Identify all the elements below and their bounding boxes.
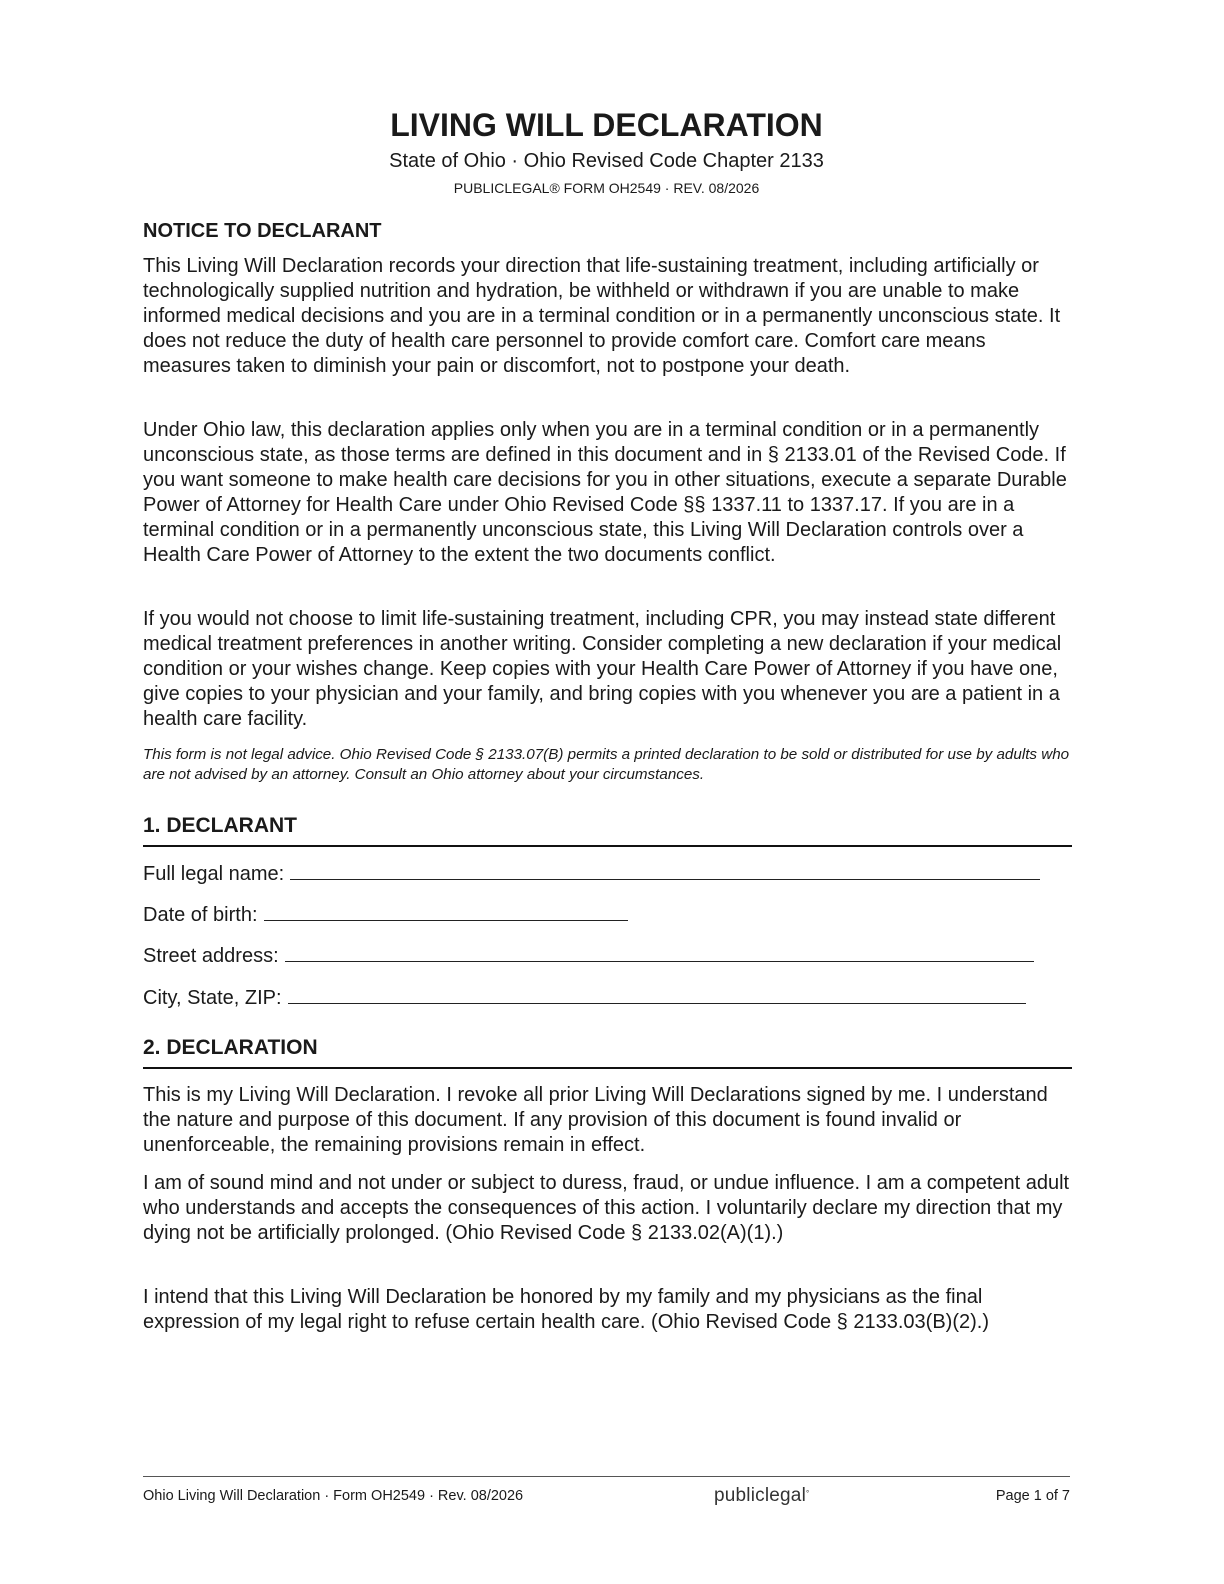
declaration-paragraph-2: I am of sound mind and not under or subject to duress, fraud, or undue influence. I am a competent adult who understands and accepts the consequences of this action. I voluntarily declare my direction that my dying not be artificially prolonged. (Ohio Revised Code § 2133.02(A)(1).) <box>143 1172 1070 1244</box>
notice-heading: NOTICE TO DECLARANT <box>143 220 382 242</box>
legal-disclaimer: This form is not legal advice. Ohio Revised Code § 2133.07(B) permits a printed declaration to be sold or distributed for use by adults who are not advised by an attorney. Consult an Ohio attorney about your circumstances. <box>143 746 1070 783</box>
declaration-paragraph-1: This is my Living Will Declaration. I revoke all prior Living Will Declarations signed by me. I understand the nature and purpose of this document. If any provision of this document is found invalid or unenforceable, the remaining provisions remain in effect. <box>143 1084 1048 1156</box>
form-number-line: PUBLICLEGAL® FORM OH2549 · REV. 08/2026 <box>453 180 760 196</box>
city-state-zip-label: City, State, ZIP: <box>143 987 282 1009</box>
full-legal-name-label: Full legal name: <box>143 863 285 885</box>
footer-form-info: Ohio Living Will Declaration · Form OH2549 · Rev. 08/2026 <box>143 1488 524 1504</box>
section-heading-declarant: 1. DECLARANT <box>143 813 1072 847</box>
notice-paragraph-3: If you would not choose to limit life-sustaining treatment, including CPR, you may instead state different medical treatment preferences in another writing. Consider completing a new declaration if your medical condition or your wishes change. Keep copies with your Health Care Power of Attorney if you have one, give copies to your physician and your family, and bring copies with you whenever you are a patient in a health care facility. <box>143 608 1062 730</box>
logo-trademark-mark: ° <box>806 1489 810 1498</box>
footer-divider <box>143 1476 1070 1477</box>
full-legal-name-field[interactable] <box>143 861 1040 886</box>
section-heading-declaration: 2. DECLARATION <box>143 1035 1072 1069</box>
street-address-input[interactable] <box>285 943 1034 962</box>
date-of-birth-field[interactable] <box>143 902 628 927</box>
notice-paragraph-2: Under Ohio law, this declaration applies only when you are in a terminal condition or in a permanently unconscious state, as those terms are defined in this document and in § 2133.01 of the Revised Code. If you want someone to make health care decisions for you in other situations, execute a separate Durable Power of Attorney for Health Care under Ohio Revised Code §§ 1337.11 to 1337.17. If you are in a terminal condition or in a permanently unconscious state, this Living Will Declaration controls over a Health Care Power of Attorney to the extent the two documents conflict. <box>143 419 1067 566</box>
city-state-zip-input[interactable] <box>288 985 1026 1004</box>
date-of-birth-label: Date of birth: <box>143 904 258 926</box>
logo-text: publiclegal <box>714 1485 806 1506</box>
street-address-field[interactable] <box>143 943 1034 968</box>
declaration-paragraph-3: I intend that this Living Will Declaration be honored by my family and my physicians as the final expression of my legal right to refuse certain health care. (Ohio Revised Code § 2133.03(B)(2).) <box>143 1286 989 1333</box>
page-number: Page 1 of 7 <box>995 1488 1070 1504</box>
publiclegal-logo <box>714 1484 809 1508</box>
full-legal-name-input[interactable] <box>290 861 1040 880</box>
document-subtitle: State of Ohio · Ohio Revised Code Chapter 2133 <box>389 150 824 172</box>
date-of-birth-input[interactable] <box>264 902 628 921</box>
document-title: LIVING WILL DECLARATION <box>390 107 823 143</box>
street-address-label: Street address: <box>143 945 279 967</box>
city-state-zip-field[interactable] <box>143 985 1026 1010</box>
notice-paragraph-1: This Living Will Declaration records your direction that life-sustaining treatment, including artificially or technologically supplied nutrition and hydration, be withheld or withdrawn if you are unable to make informed medical decisions and you are in a terminal condition or in a permanently unconscious state. It does not reduce the duty of health care personnel to provide comfort care. Comfort care means measures taken to diminish your pain or discomfort, not to postpone your death. <box>143 255 1061 377</box>
